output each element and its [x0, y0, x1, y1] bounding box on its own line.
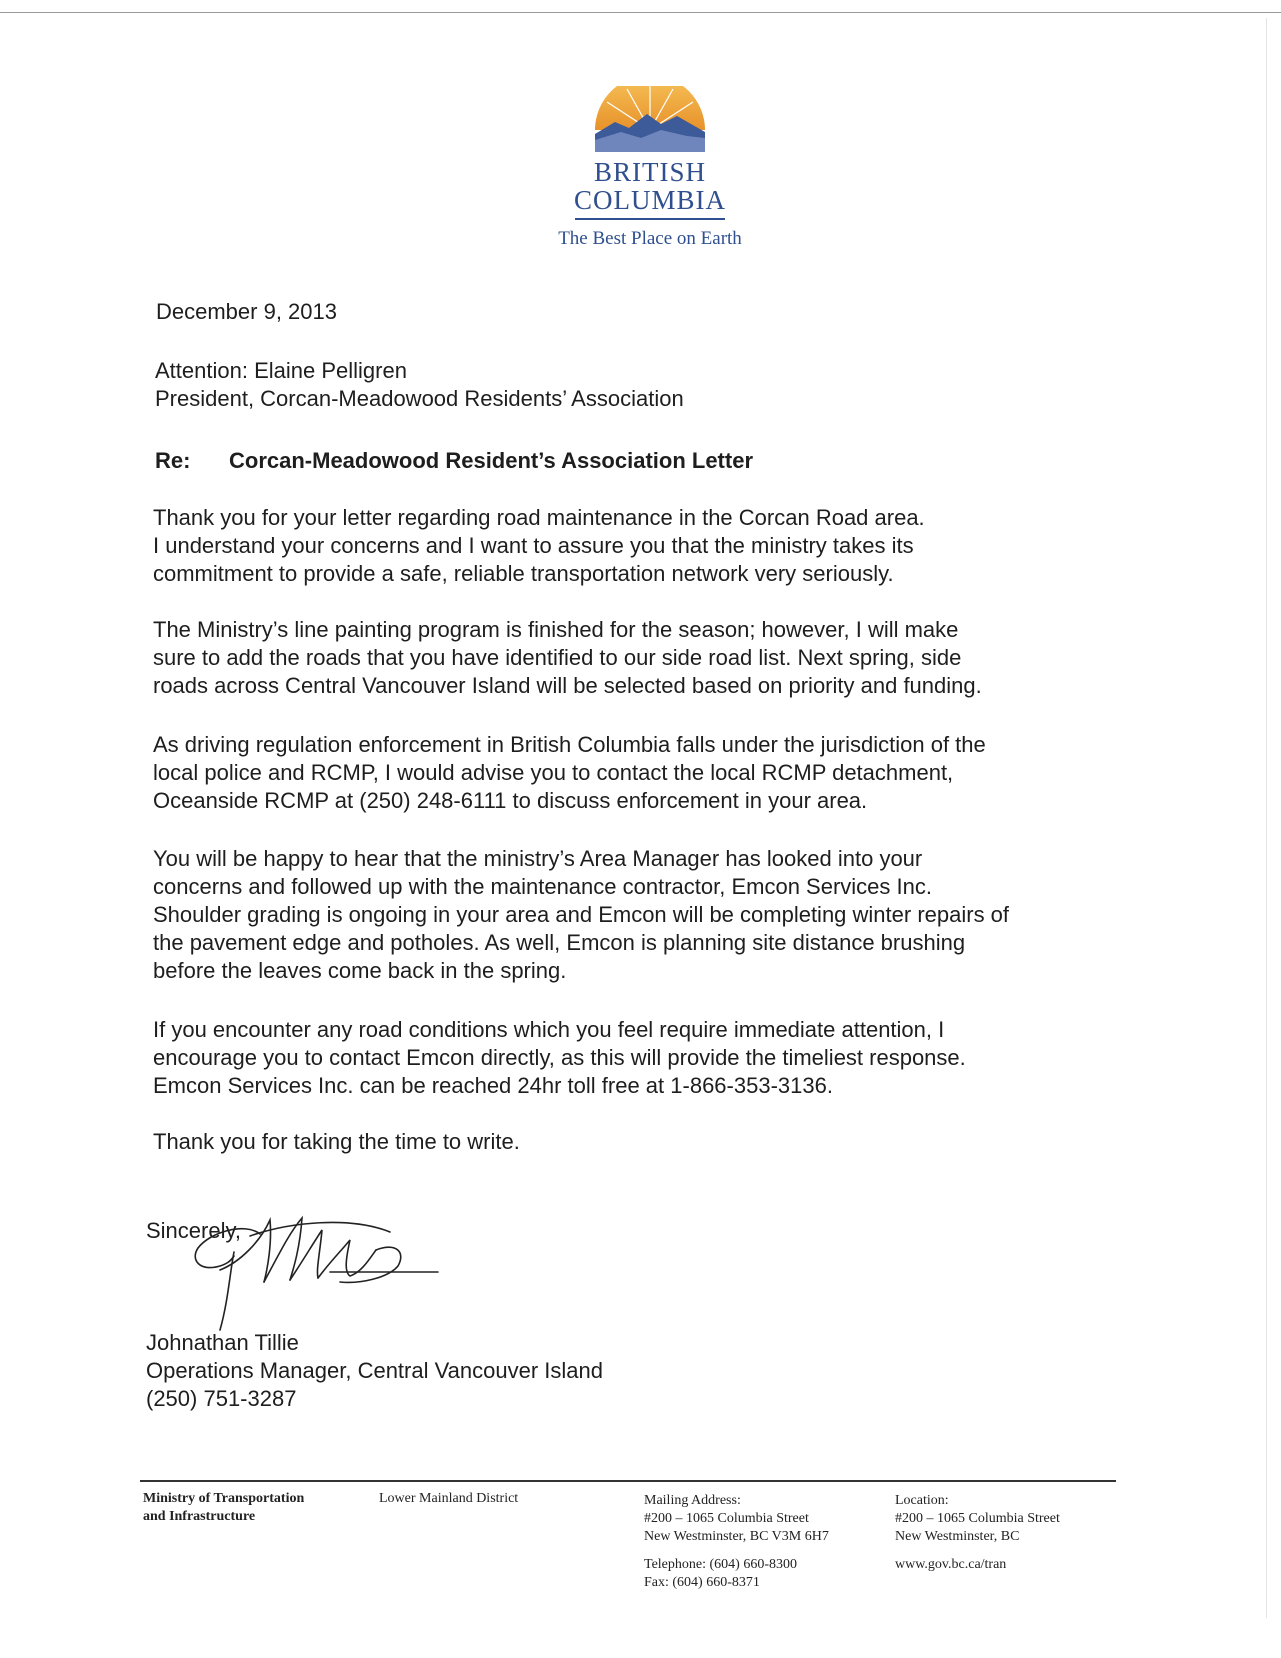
signer-name: Johnathan Tillie [146, 1330, 299, 1355]
paragraph-line: encourage you to contact Emcon directly, as this will provide the timeliest response. [153, 1045, 966, 1070]
footer-fax: Fax: (604) 660-8371 [644, 1575, 760, 1590]
footer-location [895, 1492, 1060, 1574]
paragraph-line: Shoulder grading is ongoing in your area and Emcon will be completing winter repairs of [153, 902, 1010, 927]
paragraph-line: Thank you for your letter regarding road maintenance in the Corcan Road area. [153, 505, 925, 530]
footer-district: Lower Mainland District [379, 1491, 519, 1506]
paragraph-line: If you encounter any road conditions which you feel require immediate attention, I [153, 1017, 945, 1042]
paragraph-line: I understand your concerns and I want to assure you that the ministry takes its [153, 533, 914, 558]
attention-title-line: President, Corcan-Meadowood Residents’ Association [155, 386, 684, 411]
footer-mailing-line: New Westminster, BC V3M 6H7 [644, 1529, 829, 1544]
scan-artifact-line [0, 12, 1281, 13]
footer-mailing [644, 1492, 829, 1592]
bc-logo [540, 86, 760, 250]
footer-ministry-line: Ministry of Transportation [143, 1491, 305, 1506]
paragraph-3 [153, 731, 1133, 815]
closing: Sincerely, [146, 1218, 241, 1243]
signer-block [146, 1329, 603, 1413]
paragraph-4 [153, 845, 1133, 985]
paragraph-line: commitment to provide a safe, reliable transportation network very seriously. [153, 561, 894, 586]
signer-title: Operations Manager, Central Vancouver Island [146, 1358, 603, 1383]
footer-spacer [895, 1546, 1060, 1556]
footer-location-line: New Westminster, BC [895, 1529, 1020, 1544]
logo-rule [575, 218, 725, 220]
paragraph-line: sure to add the roads that you have identified to our side road list. Next spring, side [153, 645, 962, 670]
footer-ministry [143, 1490, 304, 1526]
logo-line-columbia: COLUMBIA [573, 185, 726, 215]
re-subject: Corcan-Meadowood Resident’s Association Letter [229, 448, 754, 473]
paragraph-line: before the leaves come back in the spring. [153, 958, 567, 983]
paragraph-5 [153, 1016, 1133, 1100]
letter-date: December 9, 2013 [156, 299, 337, 324]
paragraph-1 [153, 504, 1133, 588]
footer-telephone: Telephone: (604) 660-8300 [644, 1557, 797, 1572]
footer-website-link[interactable]: www.gov.bc.ca/tran [895, 1557, 1007, 1572]
re-line [155, 447, 754, 475]
footer-location-line: #200 – 1065 Columbia Street [895, 1511, 1060, 1526]
paragraph-line: Oceanside RCMP at (250) 248-6111 to discuss enforcement in your area. [153, 788, 868, 813]
scan-artifact-edge [1266, 18, 1267, 1618]
logo-line-british: BRITISH [593, 157, 706, 187]
paragraph-line: Thank you for taking the time to write. [153, 1129, 520, 1154]
footer-divider [140, 1480, 1116, 1482]
paragraph-line: As driving regulation enforcement in British Columbia falls under the jurisdiction of the [153, 732, 986, 757]
paragraph-line: concerns and followed up with the maintenance contractor, Emcon Services Inc. [153, 874, 932, 899]
paragraph-line: local police and RCMP, I would advise you to contact the local RCMP detachment, [153, 760, 954, 785]
paragraph-line: the pavement edge and potholes. As well, Emcon is planning site distance brushing [153, 930, 966, 955]
footer-spacer [644, 1546, 829, 1556]
footer-location-line: Location: [895, 1493, 949, 1508]
re-label: Re: [155, 448, 191, 473]
footer-ministry-line: and Infrastructure [143, 1509, 256, 1524]
paragraph-2 [153, 616, 1133, 700]
sun-mountain-icon [591, 86, 709, 152]
signer-phone: (250) 751-3287 [146, 1386, 297, 1411]
footer-mailing-line: #200 – 1065 Columbia Street [644, 1511, 809, 1526]
paragraph-6 [153, 1128, 1133, 1156]
attention-block [155, 357, 684, 413]
paragraph-line: You will be happy to hear that the ministry’s Area Manager has looked into your [153, 846, 923, 871]
handwritten-signature [190, 1212, 450, 1337]
paragraph-line: Emcon Services Inc. can be reached 24hr toll free at 1-866-353-3136. [153, 1073, 833, 1098]
attention-line: Attention: Elaine Pelligren [155, 358, 407, 383]
paragraph-line: The Ministry’s line painting program is finished for the season; however, I will make [153, 617, 959, 642]
paragraph-line: roads across Central Vancouver Island will be selected based on priority and funding. [153, 673, 982, 698]
logo-tagline: The Best Place on Earth [558, 228, 742, 249]
footer-mailing-line: Mailing Address: [644, 1493, 741, 1508]
